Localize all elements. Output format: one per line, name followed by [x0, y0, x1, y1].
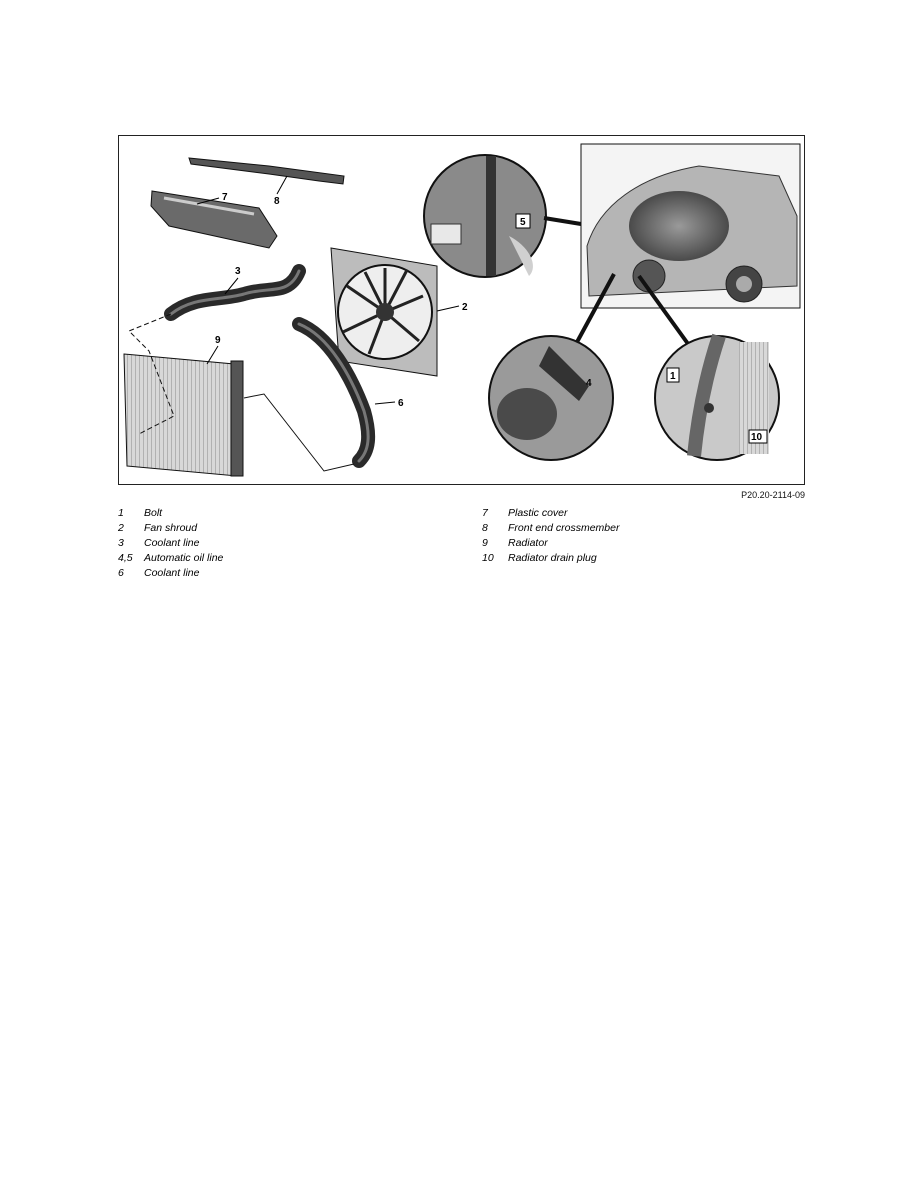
callout-1: 1	[670, 371, 676, 382]
upper-coolant-line-part	[171, 271, 299, 314]
legend-item: 2 Fan shroud	[118, 522, 198, 534]
callout-9: 9	[215, 335, 221, 346]
legend-item: 8 Front end crossmember	[482, 522, 620, 534]
vehicle-engine-bay-photo	[581, 144, 800, 308]
legend-item: 1 Bolt	[118, 507, 163, 519]
legend-item: 6 Coolant line	[118, 567, 200, 579]
legend-left-column	[118, 506, 223, 581]
legend-item: 7 Plastic cover	[482, 507, 568, 519]
exploded-view-drawing	[119, 136, 805, 485]
fan-shroud-part	[331, 248, 437, 376]
callout-5: 5	[520, 217, 526, 228]
legend-item: 10 Radiator drain plug	[482, 552, 597, 564]
legend-item: 9 Radiator	[482, 537, 548, 549]
callout-10: 10	[751, 432, 763, 443]
legend-right-column	[482, 506, 619, 566]
legend-item: 4,5 Automatic oil line	[118, 552, 224, 564]
component-illustration	[118, 135, 805, 485]
callout-8: 8	[274, 196, 280, 207]
callout-6: 6	[398, 398, 404, 409]
front-end-crossmember-part	[189, 158, 344, 184]
callout-4: 4	[586, 378, 592, 389]
callout-7: 7	[222, 192, 228, 203]
callout-2: 2	[462, 302, 468, 313]
callout-3: 3	[235, 266, 241, 277]
radiator-part	[124, 354, 243, 476]
figure-reference-code: P20.20-2114-09	[741, 490, 805, 500]
legend-item: 3 Coolant line	[118, 537, 200, 549]
detail-circle-oil-line-4	[489, 336, 613, 460]
